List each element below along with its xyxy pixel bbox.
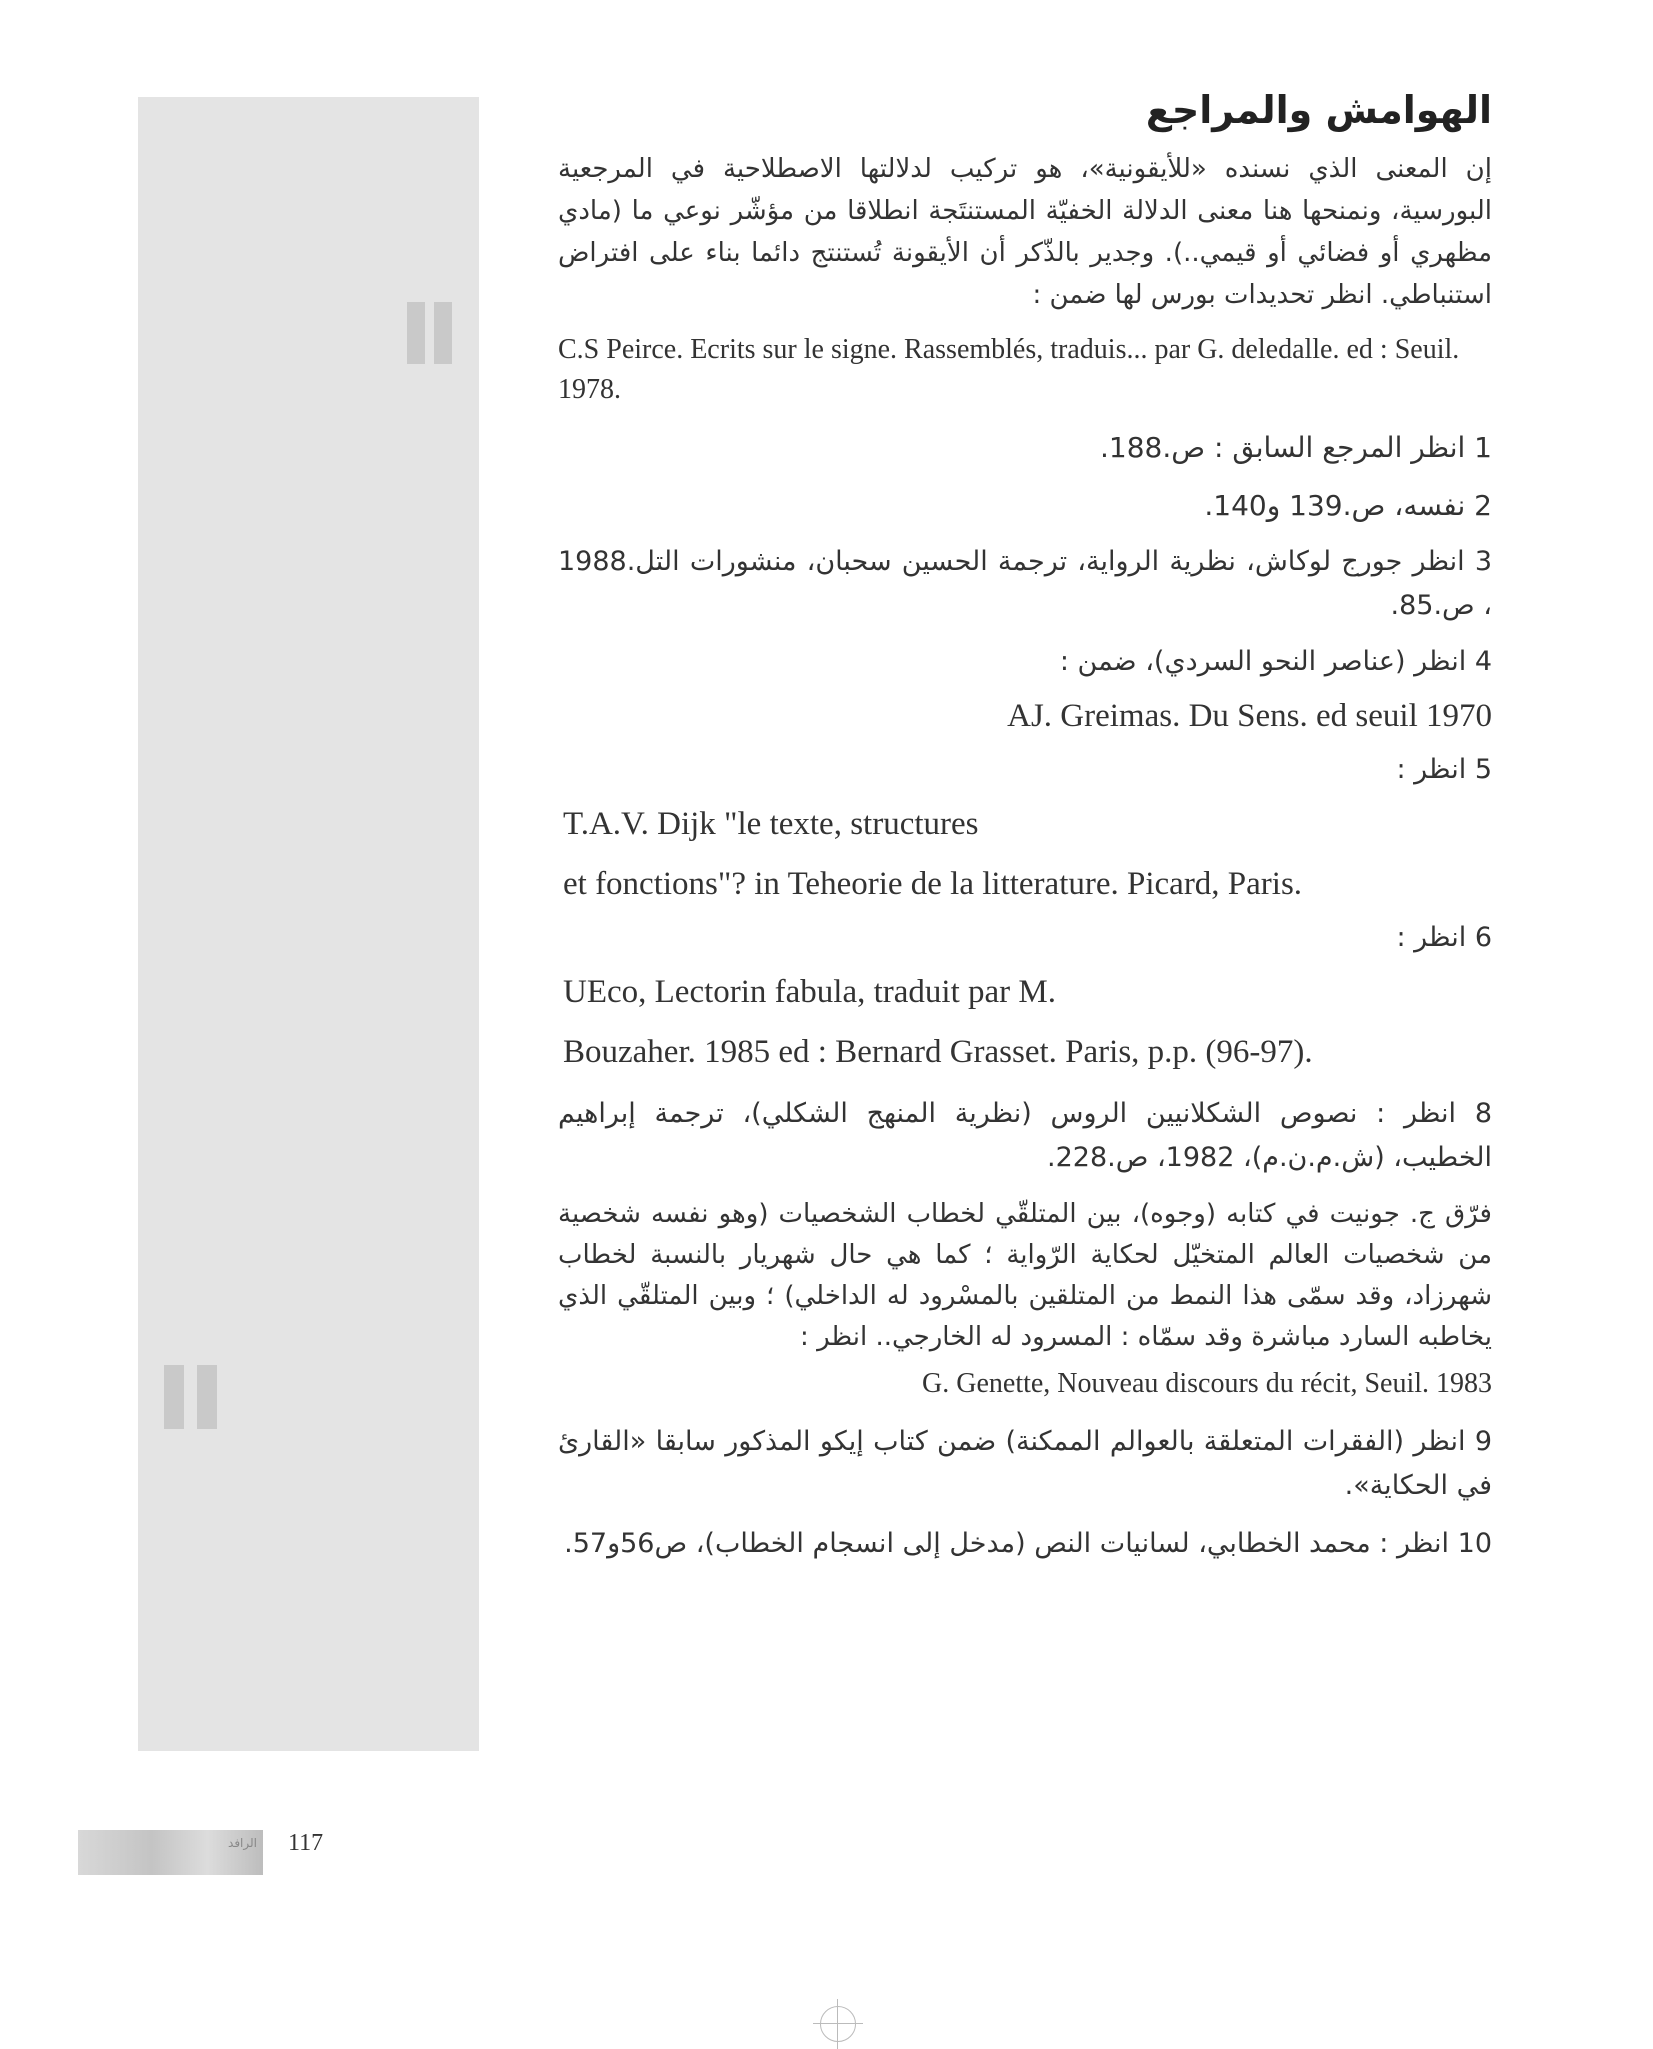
note-3: 3 انظر جورج لوكاش، نظرية الرواية، ترجمة الحسين سحبان، منشورات التل.1988 ، ص.85. xyxy=(558,546,1492,621)
note-6: 6 انظر : xyxy=(1396,922,1492,953)
note-5-reference-line-2: et fonctions"? in Teheorie de la litterature. Picard, Paris. xyxy=(563,866,1303,902)
note-4-reference: AJ. Greimas. Du Sens. ed seuil 1970 xyxy=(1007,698,1492,734)
decorative-bar xyxy=(164,1365,184,1429)
note-5-reference-line-1: T.A.V. Dijk "le texte, structures xyxy=(563,806,979,842)
note-4: 4 انظر (عناصر النحو السردي)، ضمن : xyxy=(1059,646,1492,677)
decorative-bar xyxy=(197,1365,217,1429)
note-1: 1 انظر المرجع السابق : ص.188. xyxy=(1100,431,1492,464)
journal-logo: الرافد xyxy=(78,1830,263,1875)
note-10: 10 انظر : محمد الخطابي، لسانيات النص (مدخل إلى انسجام الخطاب)، ص56و57. xyxy=(564,1528,1492,1559)
note-8: 8 انظر : نصوص الشكلانيين الروس (نظرية المنهج الشكلي)، ترجمة إبراهيم الخطيب، (ش.م.ن.م)، 1982، ص.228. xyxy=(558,1098,1492,1173)
note-2: 2 نفسه، ص.139 و140. xyxy=(1204,489,1492,522)
decorative-bar xyxy=(434,302,452,364)
note-9: 9 انظر (الفقرات المتعلقة بالعوالم الممكنة) ضمن كتاب إيكو المذكور سابقا «القارئ في الحكاية». xyxy=(558,1426,1492,1501)
page-title: الهوامش والمراجع xyxy=(1145,88,1492,132)
registration-mark-icon xyxy=(820,2006,856,2042)
intro-reference: C.S Peirce. Ecrits sur le signe. Rassemblés, traduis... par G. deledalle. ed : Seuil. 1978. xyxy=(558,334,1460,405)
note-8-continuation: فرّق ج. جونيت في كتابه (وجوه)، بين المتلقّي لخطاب الشخصيات (وهو نفسه شخصية من شخصيات العالم المتخيّل لحكاية الرّواية ؛ كما هي حال شهريار بالنسبة لخطاب شهرزاد، وقد سمّى هذا النمط من المتلقين بالمسْرود له الداخلي) ؛ وبين المتلقّي الذي يخاطبه السارد مباشرة وقد سمّاه : المسرود له الخارجي.. انظر : xyxy=(558,1199,1492,1352)
decorative-bar xyxy=(407,302,425,364)
note-5: 5 انظر : xyxy=(1396,754,1492,785)
notes-content xyxy=(558,80,1492,1566)
intro-paragraph: إن المعنى الذي نسنده «للأيقونية»، هو تركيب لدلالتها الاصطلاحية في المرجعية البورسية، ونمنحها هنا معنى الدلالة الخفيّة المستنتَجة انطلاقا من مؤشّر نوعي ما (مادي مظهري أو فضائي أو قيمي..). وجدير بالذّكر أن الأيقونة تُستنتج دائما بناء على افتراض استنباطي. انظر تحديدات بورس لها ضمن : xyxy=(558,154,1492,310)
page-number: 117 xyxy=(288,1830,324,1856)
note-8-reference: G. Genette, Nouveau discours du récit, Seuil. 1983 xyxy=(922,1368,1492,1399)
side-panel xyxy=(138,97,479,1751)
note-6-reference-line-1: UEco, Lectorin fabula, traduit par M. xyxy=(563,974,1056,1010)
note-6-reference-line-2: Bouzaher. 1985 ed : Bernard Grasset. Paris, p.p. (96-97). xyxy=(563,1034,1313,1070)
